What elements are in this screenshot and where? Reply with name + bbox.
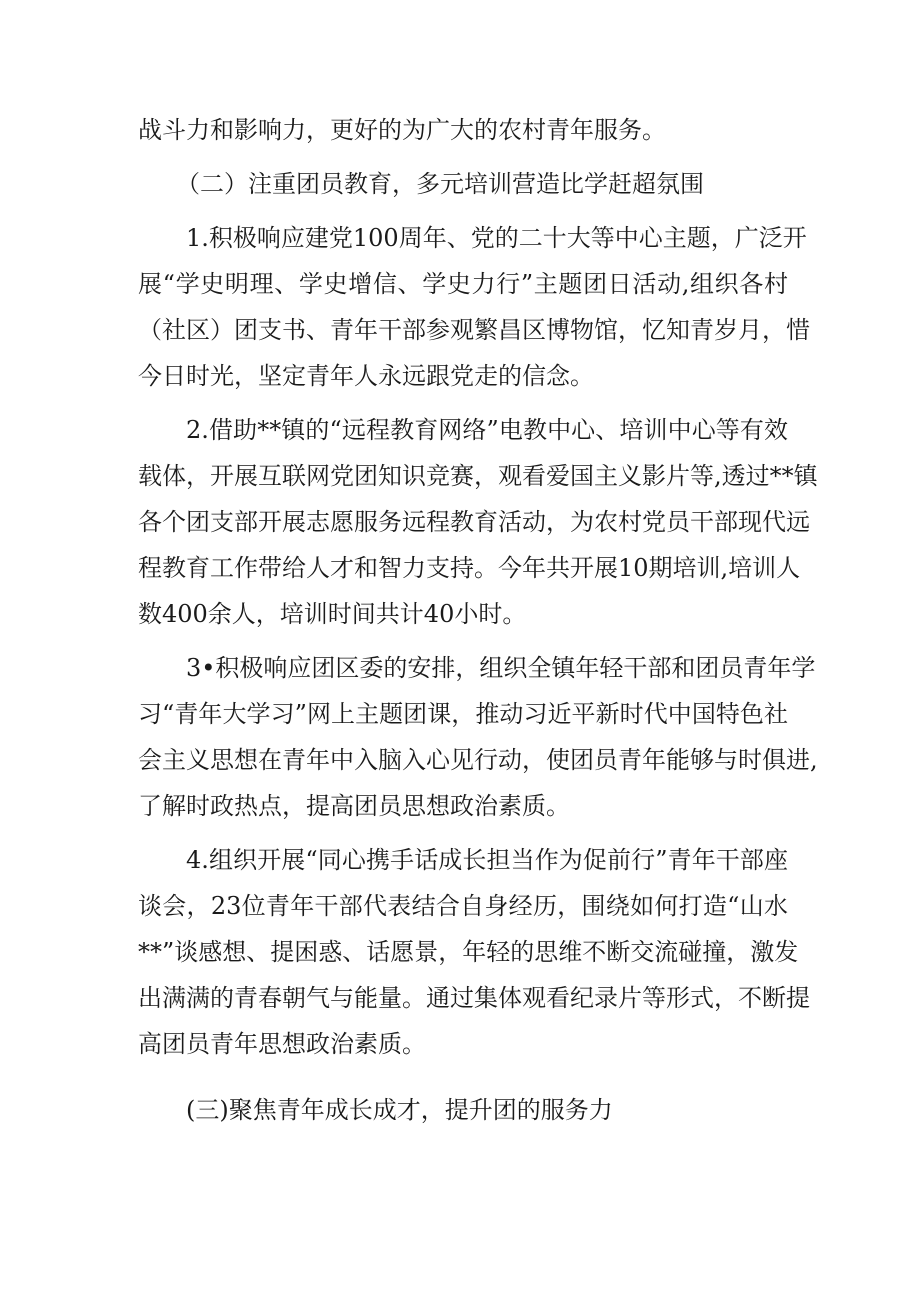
paragraph-line: 会主义思想在青年中入脑入心见行动，使团员青年能够与时俱进,: [138, 746, 818, 774]
paragraph-line: 程教育工作带给人才和智力支持。今年共开展10期培训,培训人: [138, 554, 801, 582]
paragraph-line: 4.组织开展“同心携手话成长担当作为促前行”青年干部座: [186, 846, 788, 874]
paragraph-line: 展“学史明理、学史增信、学史力行”主题团日活动,组织各村: [138, 270, 788, 298]
paragraph-line: 3•积极响应团区委的安排，组织全镇年轻干部和团员青年学: [186, 654, 816, 682]
paragraph-line: 习“青年大学习”网上主题团课，推动习近平新时代中国特色社: [138, 700, 788, 728]
paragraph-line: 2.借助**镇的“远程教育网络”电教中心、培训中心等有效: [186, 416, 788, 444]
paragraph-line: 出满满的青春朝气与能量。通过集体观看纪录片等形式，不断提: [138, 984, 810, 1012]
paragraph-line: 数400余人，培训时间共计40小时。: [138, 600, 527, 628]
paragraph-line: 了解时政热点，提高团员思想政治素质。: [138, 792, 570, 820]
paragraph-line: 各个团支部开展志愿服务远程教育活动，为农村党员干部现代远: [138, 508, 810, 536]
paragraph-line: 战斗力和影响力，更好的为广大的农村青年服务。: [138, 116, 666, 144]
paragraph-line: 1.积极响应建党100周年、党的二十大等中心主题，广泛开: [186, 224, 807, 252]
paragraph-line: （社区）团支书、青年干部参观繁昌区博物馆，忆知青岁月，惜: [138, 316, 810, 344]
paragraph-line: 高团员青年思想政治素质。: [138, 1030, 426, 1058]
paragraph-line: **”谈感想、提困惑、话愿景，年轻的思维不断交流碰撞，激发: [138, 938, 799, 966]
section-heading-3: (三)聚焦青年成长成才，提升团的服务力: [186, 1096, 613, 1124]
paragraph-line: 载体，开展互联网党团知识竞赛，观看爱国主义影片等,透过**镇: [138, 462, 818, 490]
paragraph-line: 今日时光，坚定青年人永远跟党走的信念。: [138, 362, 594, 390]
section-heading-2: （二）注重团员教育，多元培训营造比学赶超氛围: [176, 170, 704, 198]
paragraph-line: 谈会，23位青年干部代表结合自身经历，围绕如何打造“山水: [138, 892, 788, 920]
